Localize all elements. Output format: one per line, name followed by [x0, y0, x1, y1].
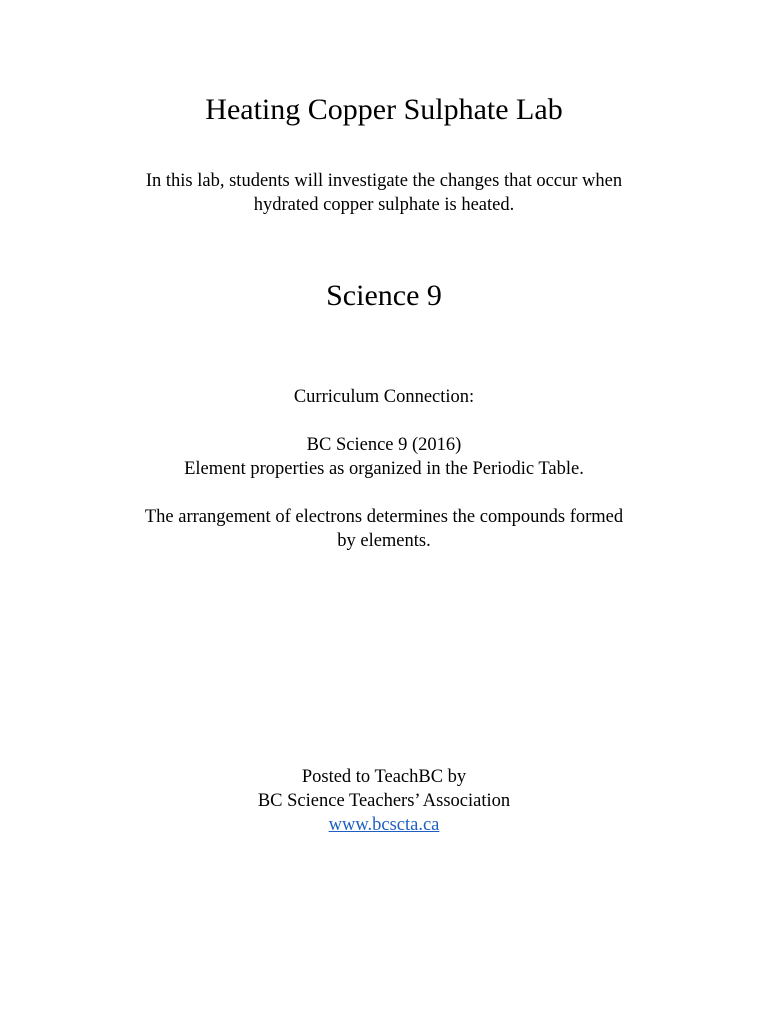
curriculum-source: BC Science 9 (2016) [306, 435, 462, 455]
curriculum-topic: Element properties as organized in the Periodic Table. [184, 459, 584, 479]
curriculum-heading: Curriculum Connection: [293, 387, 475, 407]
posted-by-line: Posted to TeachBC by [301, 767, 467, 787]
intro-line-1: In this lab, students will investigate the changes that occur when [145, 171, 623, 191]
big-idea-line-1: The arrangement of electrons determines the compounds formed [144, 507, 624, 527]
document-title: Heating Copper Sulphate Lab [205, 93, 563, 126]
website-link[interactable]: www.bcscta.ca [328, 815, 440, 835]
subject-heading: Science 9 [326, 279, 442, 312]
organization-name: BC Science Teachers’ Association [257, 791, 511, 811]
big-idea-line-2: by elements. [337, 531, 431, 551]
intro-line-2: hydrated copper sulphate is heated. [253, 195, 515, 215]
